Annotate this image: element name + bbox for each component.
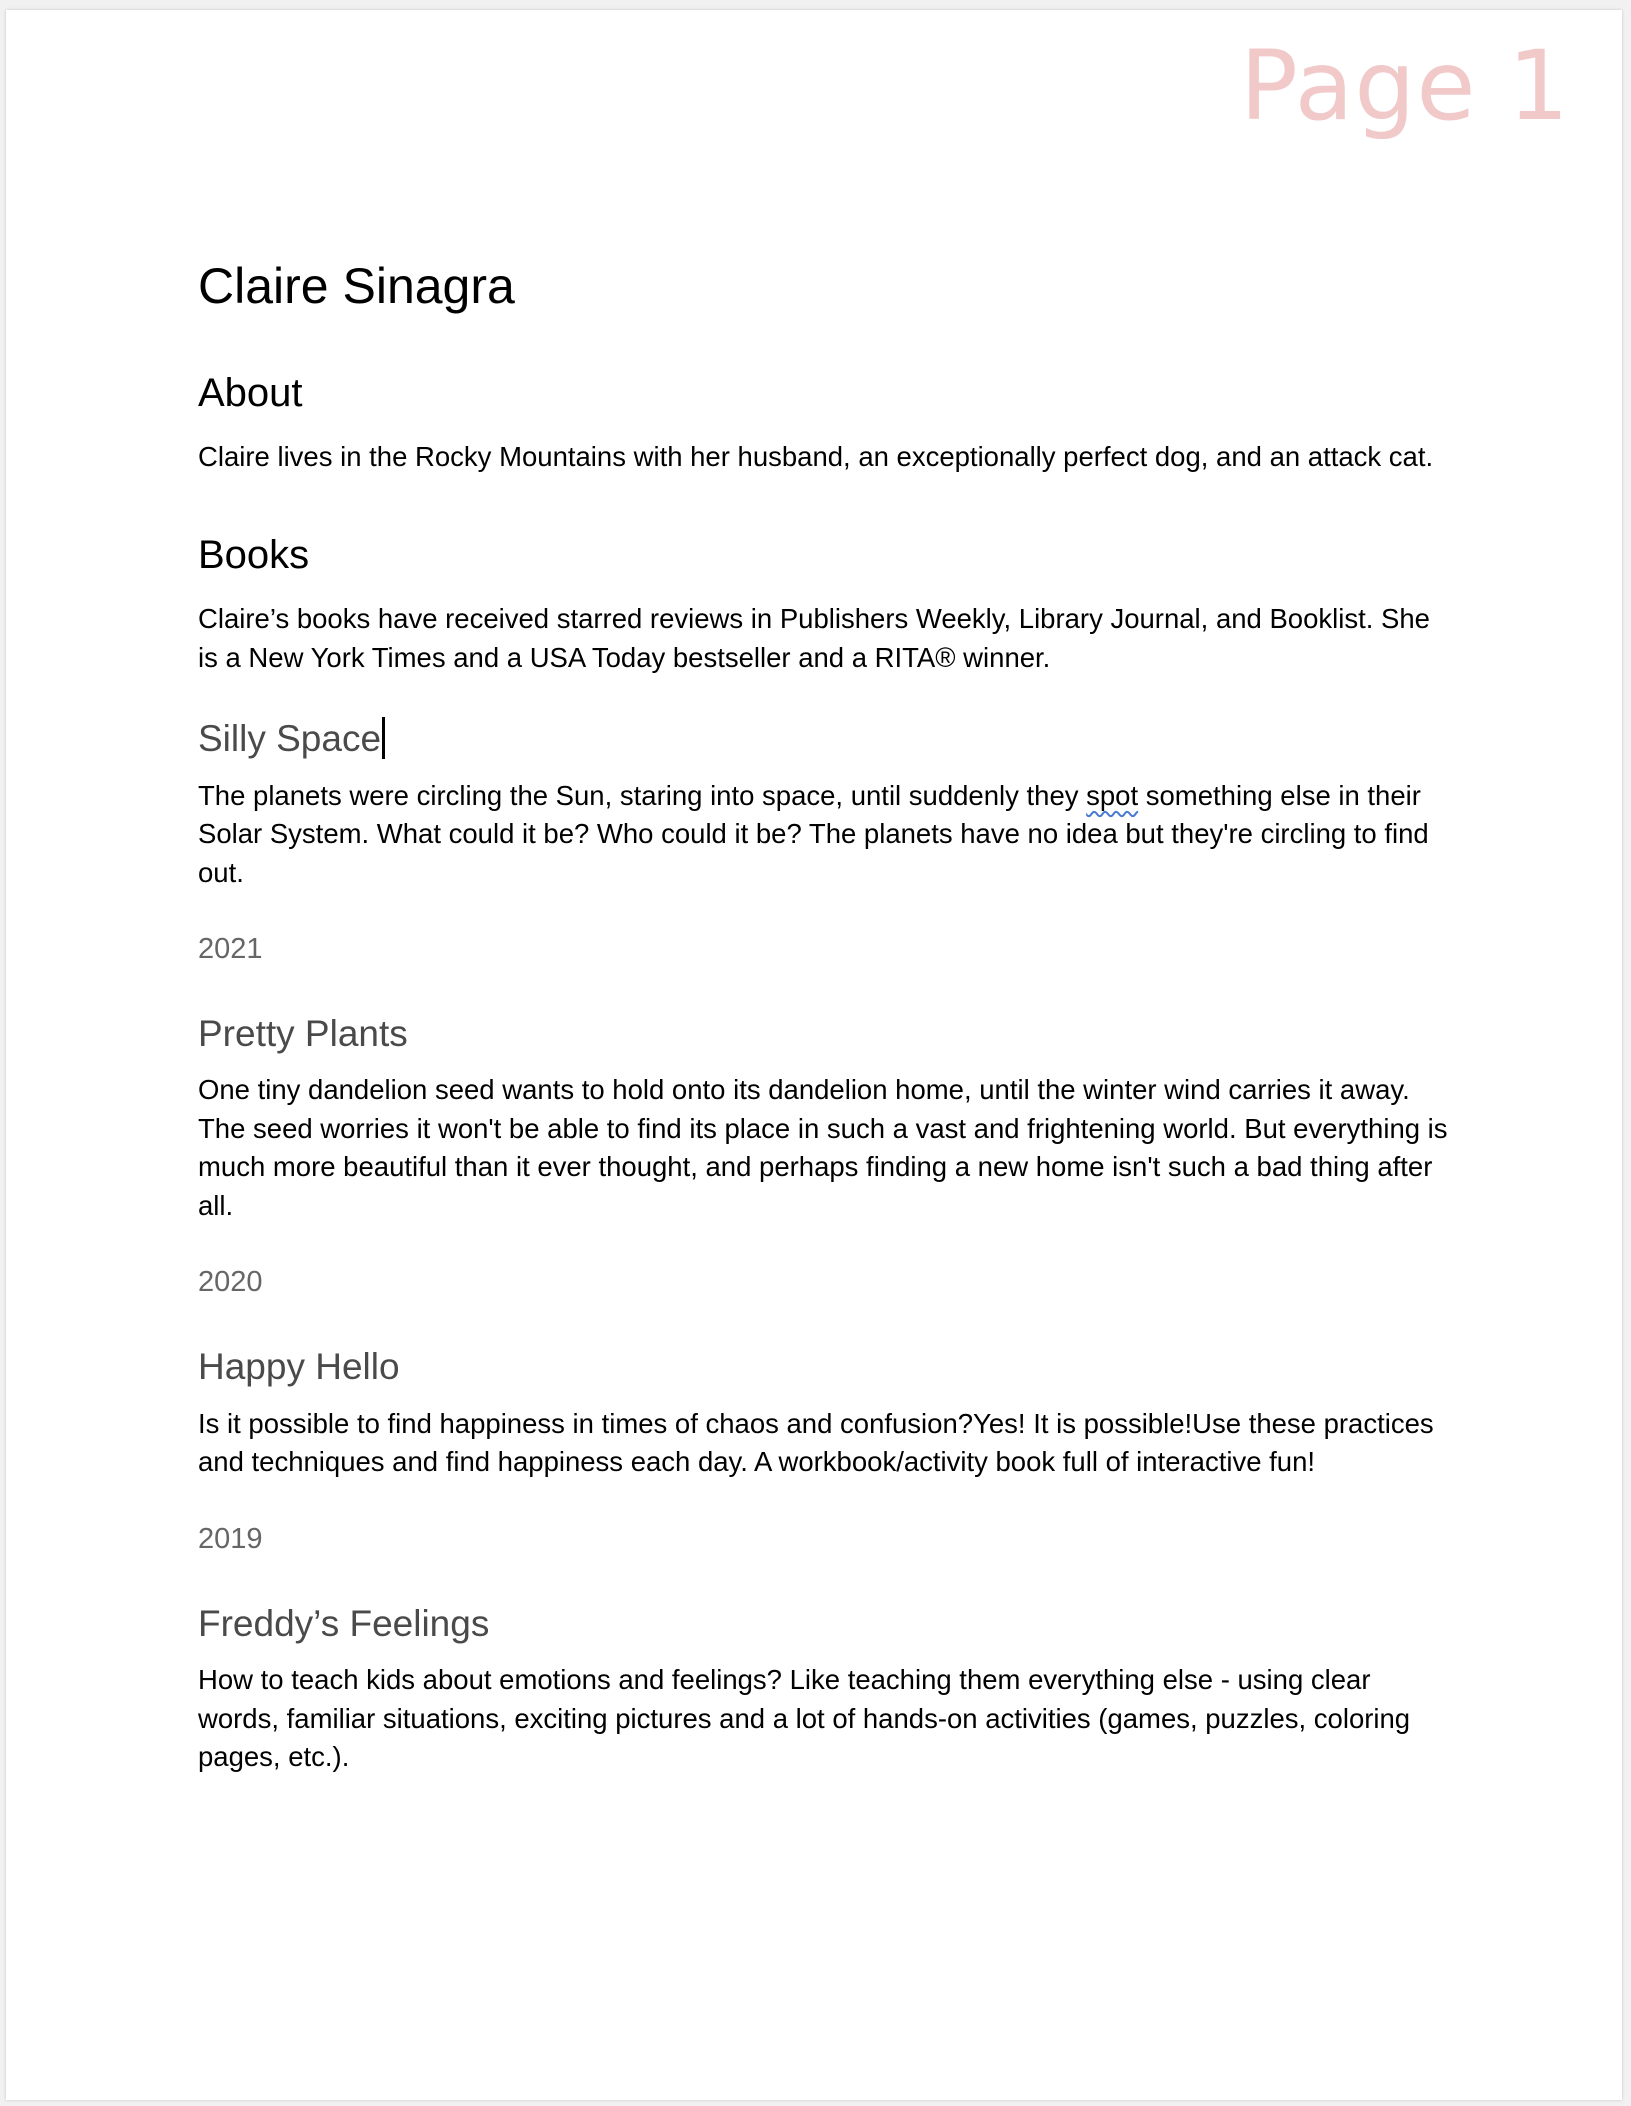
description-text: The planets were circling the Sun, staring into space, until suddenly they — [198, 779, 1087, 811]
book-year-silly-space[interactable]: 2021 — [198, 933, 263, 966]
book-description-pretty-plants[interactable]: One tiny dandelion seed wants to hold onto its dandelion home, until the winter wind carries it away. The seed worries it won't be able to find its place in such a vast and frightening world. But everything is much more beautiful than it ever thought, and perhaps finding a new home isn't such a bad thing after all. — [198, 1074, 1448, 1221]
spellcheck-flagged-word[interactable]: spot — [1086, 779, 1139, 811]
document-title[interactable]: Claire Sinagra — [198, 258, 515, 314]
books-intro-text[interactable]: Claire’s books have received starred reviews in Publishers Weekly, Library Journal, and Booklist. She is a New York Times and a USA Today bestseller and a RITA® winner. — [198, 603, 1430, 673]
description-text: something else in their Solar System. What could it be? Who could it be? The planets have no idea but they're circling to find out. — [198, 779, 1429, 888]
page-number-label: Page 1 — [1240, 30, 1570, 142]
document-body[interactable] — [198, 258, 1448, 1777]
book-year-happy-hello[interactable]: 2019 — [198, 1522, 263, 1555]
about-text[interactable]: Claire lives in the Rocky Mountains with her husband, an exceptionally perfect dog, and an attack cat. — [198, 440, 1434, 472]
book-description-freddys-feelings[interactable]: How to teach kids about emotions and feelings? Like teaching them everything else - using clear words, familiar situations, exciting pictures and a lot of hands-on activities (games, puzzles, coloring pages, etc.). — [198, 1664, 1411, 1773]
book-title-text: Silly Space — [198, 718, 382, 759]
book-description-silly-space[interactable] — [198, 777, 1448, 893]
book-title-silly-space[interactable] — [198, 717, 1448, 761]
book-title-freddys-feelings[interactable]: Freddy’s Feelings — [198, 1602, 490, 1644]
book-description-happy-hello[interactable]: Is it possible to find happiness in times of chaos and confusion?Yes! It is possible!Use these practices and techniques and find happiness each day. A workbook/activity book full of interactive fun! — [198, 1407, 1434, 1478]
books-heading[interactable]: Books — [198, 533, 310, 577]
book-title-pretty-plants[interactable]: Pretty Plants — [198, 1012, 408, 1054]
about-heading[interactable]: About — [198, 370, 303, 415]
book-year-pretty-plants[interactable]: 2020 — [198, 1266, 263, 1299]
book-title-happy-hello[interactable]: Happy Hello — [198, 1346, 400, 1388]
text-cursor — [382, 717, 385, 759]
document-page — [6, 10, 1622, 2100]
